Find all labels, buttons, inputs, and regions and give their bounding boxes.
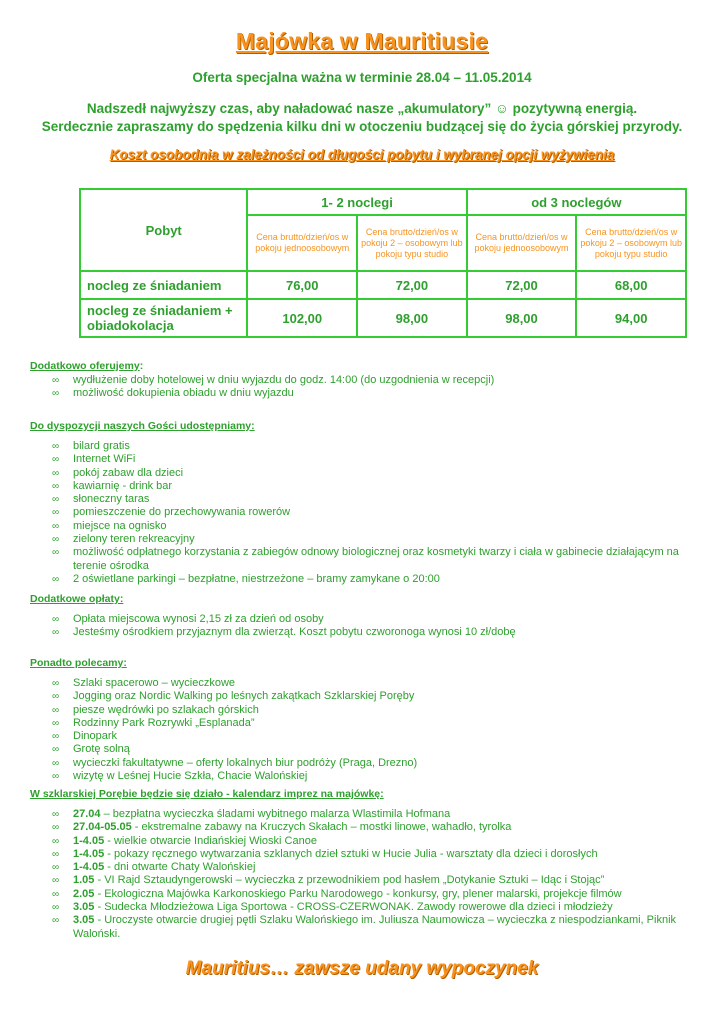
list-item [52, 480, 692, 493]
list-item-text: Szlaki spacerowo – wycieczkowe [73, 677, 236, 689]
infinity-bullet-icon: ∞ [52, 614, 60, 625]
infinity-bullet-icon: ∞ [52, 691, 60, 703]
list-item [52, 704, 692, 717]
event-date: 3.05 [73, 914, 95, 927]
row-label: nocleg ze śniadaniem + obiadokolacja [80, 299, 247, 337]
event-text: - wielkie otwarcie Indiańskiej Wioski Canoe [104, 834, 317, 847]
event-text: - Ekologiczna Majówka Karkonoskiego Parku Narodowego - konkursy, gry, plener malarski, projekcje filmów [94, 887, 622, 900]
offer-validity: Oferta specjalna ważna w terminie 28.04 – 11.05.2014 [192, 70, 532, 85]
infinity-bullet-icon: ∞ [52, 454, 60, 466]
list-item [52, 901, 692, 914]
list-item-text: pokój zabaw dla dzieci [73, 466, 184, 479]
list-item-text: miejsce na ognisko [73, 519, 167, 532]
infinity-bullet-icon: ∞ [52, 875, 60, 887]
subheader-cell: Cena brutto/dzień/os w pokoju 2 – osobowym lub pokoju typu studio [576, 215, 686, 271]
infinity-bullet-icon: ∞ [52, 547, 60, 559]
price-cell: 98,00 [357, 299, 467, 337]
section-heading-events: W szklarskiej Porębie będzie się działo - kalendarz imprez na majówkę: [30, 788, 384, 800]
list-item [52, 467, 692, 480]
event-text: - dni otwarte Chaty Walońskiej [104, 861, 256, 874]
event-text: - Sudecka Młodzieżowa Liga Sportowa - CROSS-CZERWONAK. Zawody rowerowe dla dzieci i młodzieży [94, 901, 613, 914]
infinity-bullet-icon: ∞ [52, 375, 60, 386]
subheader-cell: Cena brutto/dzień/os w pokoju jednoosobowym [247, 215, 357, 271]
list-item [52, 730, 692, 743]
infinity-bullet-icon: ∞ [52, 627, 60, 639]
list-item-text: piesze wędrówki po szlakach górskich [73, 703, 259, 716]
list-item [52, 506, 692, 519]
list-item [52, 757, 692, 770]
event-date: 1-4.05 [73, 861, 105, 874]
list-item [52, 861, 692, 874]
list-fees [52, 613, 692, 640]
list-item-text: Jesteśmy ośrodkiem przyjaznym dla zwierząt. Koszt pobytu czworonoga wynosi 10 zł/dobę [73, 626, 516, 639]
list-item [52, 914, 692, 941]
price-cell: 102,00 [247, 299, 357, 337]
list-item [52, 533, 692, 546]
list-item [52, 743, 692, 756]
section-heading-text: Dodatkowo oferujemy [30, 360, 140, 372]
list-item [52, 808, 692, 821]
section-heading-colon: : [139, 360, 144, 372]
cost-heading: Koszt osobodnia w zależności od długości pobytu i wybranej opcji wyżywienia [109, 147, 615, 162]
list-item-text: Grotę solną [73, 743, 130, 756]
list-item [52, 848, 692, 861]
table-header-row [80, 189, 686, 215]
list-item [52, 717, 692, 730]
list-item-text: możliwość odpłatnego korzystania z zabiegów odnowy biologicznej oraz kosmetyki twarzy i ciała w gabinecie działającym na terenie ośrodka [73, 546, 679, 572]
infinity-bullet-icon: ∞ [52, 388, 60, 400]
event-date: 27.04-05.05 [73, 821, 132, 834]
list-item-text: możliwość dokupienia obiadu w dniu wyjazdu [73, 387, 294, 400]
list-item [52, 835, 692, 848]
row-label: nocleg ze śniadaniem [80, 271, 247, 299]
price-cell: 72,00 [467, 271, 577, 299]
list-item [52, 387, 692, 400]
price-cell: 68,00 [576, 271, 686, 299]
list-item-text: wycieczki fakultatywne – oferty lokalnych biur podróży (Praga, Drezno) [73, 756, 418, 769]
infinity-bullet-icon: ∞ [52, 507, 60, 519]
infinity-bullet-icon: ∞ [52, 888, 60, 900]
list-item [52, 690, 692, 703]
event-date: 1-4.05 [73, 834, 105, 847]
infinity-bullet-icon: ∞ [52, 704, 60, 716]
price-cell: 72,00 [357, 271, 467, 299]
list-item [52, 546, 692, 573]
list-item-text: wizytę w Leśnej Hucie Szkła, Chacie Walońskiej [73, 770, 308, 783]
event-date: 27.04 [73, 808, 101, 820]
infinity-bullet-icon: ∞ [52, 717, 60, 729]
list-item [52, 520, 692, 533]
price-cell: 94,00 [576, 299, 686, 337]
infinity-bullet-icon: ∞ [52, 771, 60, 783]
infinity-bullet-icon: ∞ [52, 467, 60, 479]
list-item-text: zielony teren rekreacyjny [73, 533, 195, 546]
infinity-bullet-icon: ∞ [52, 441, 60, 452]
list-item [52, 613, 692, 626]
section-heading-extras [30, 360, 143, 372]
event-text: – bezpłatna wycieczka śladami wybitnego malarza Wlastimila Hofmana [100, 808, 451, 820]
event-date: 1.05 [73, 874, 95, 887]
infinity-bullet-icon: ∞ [52, 809, 60, 820]
list-amenities [52, 440, 692, 586]
infinity-bullet-icon: ∞ [52, 494, 60, 506]
infinity-bullet-icon: ∞ [52, 573, 60, 585]
list-item-text: słoneczny taras [73, 493, 150, 506]
event-text: - pokazy ręcznego wytwarzania szklanych dzieł sztuki w Hucie Julia - warsztaty dla dzieci i dorosłych [104, 847, 598, 860]
event-text: - VI Rajd Sztaudyngerowski – wycieczka z przewodnikiem pod hasłem „Dotykanie Sztuki – Idąc i Stojąc” [94, 874, 605, 887]
price-cell: 98,00 [467, 299, 577, 337]
list-item-text: Dinopark [73, 730, 118, 743]
event-date: 2.05 [73, 887, 95, 900]
section-heading-recommended: Ponadto polecamy: [30, 657, 127, 669]
group-3-nights: od 3 noclegów [467, 189, 686, 215]
list-item-text: Opłata miejscowa wynosi 2,15 zł za dzień od osoby [73, 613, 324, 625]
section-heading-amenities: Do dyspozycji naszych Gości udostępniamy: [30, 420, 255, 432]
list-item-text: bilard gratis [73, 440, 130, 452]
list-item [52, 374, 692, 387]
subheader-cell: Cena brutto/dzień/os w pokoju jednoosobowym [467, 215, 577, 271]
list-item [52, 626, 692, 639]
list-events [52, 808, 692, 941]
infinity-bullet-icon: ∞ [52, 534, 60, 546]
infinity-bullet-icon: ∞ [52, 862, 60, 874]
infinity-bullet-icon: ∞ [52, 744, 60, 756]
event-text: - ekstremalne zabawy na Kruczych Skałach – mostki linowe, wahadło, tyrolka [131, 821, 512, 834]
infinity-bullet-icon: ∞ [52, 480, 60, 492]
event-date: 3.05 [73, 901, 95, 914]
list-item [52, 677, 692, 690]
infinity-bullet-icon: ∞ [52, 520, 60, 532]
table-row [80, 299, 686, 337]
group-1-2-nights: 1- 2 noclegi [247, 189, 466, 215]
infinity-bullet-icon: ∞ [52, 848, 60, 860]
intro-line-2: Serdecznie zapraszamy do spędzenia kilku dni w otoczeniu budzącej się do życia górskiej przyrody. [41, 119, 683, 134]
intro-line-1: Nadszedł najwyższy czas, aby naładować nasze „akumulatory” ☺ pozytywną energią. [86, 101, 638, 116]
event-text: - Uroczyste otwarcie drugiej pętli Szlaku Walońskiego im. Juliusza Naumowicza – wycieczka z niespodziankami, Piknik Waloński. [73, 914, 677, 940]
list-item [52, 440, 692, 453]
table-row [80, 271, 686, 299]
list-item [52, 770, 692, 783]
list-recommended [52, 677, 692, 783]
pobyt-header: Pobyt [80, 189, 247, 271]
infinity-bullet-icon: ∞ [52, 835, 60, 847]
price-table [79, 188, 687, 338]
event-date: 1-4.05 [73, 847, 105, 860]
list-item [52, 821, 692, 834]
list-item [52, 888, 692, 901]
infinity-bullet-icon: ∞ [52, 731, 60, 743]
list-item-text: pomieszczenie do przechowywania rowerów [73, 506, 291, 519]
price-cell: 76,00 [247, 271, 357, 299]
infinity-bullet-icon: ∞ [52, 757, 60, 769]
list-item-text: Internet WiFi [73, 453, 136, 466]
infinity-bullet-icon: ∞ [52, 915, 60, 927]
list-item-text: Jogging oraz Nordic Walking po leśnych zakątkach Szklarskiej Poręby [73, 690, 415, 703]
infinity-bullet-icon: ∞ [52, 902, 60, 914]
list-item [52, 493, 692, 506]
section-heading-fees: Dodatkowe opłaty: [30, 593, 124, 605]
list-item-text: Rodzinny Park Rozrywki „Esplanada” [73, 716, 255, 729]
subheader-cell: Cena brutto/dzień/os w pokoju 2 – osobowym lub pokoju typu studio [357, 215, 467, 271]
list-item-text: kawiarnię - drink bar [73, 479, 173, 492]
infinity-bullet-icon: ∞ [52, 678, 60, 689]
list-item [52, 874, 692, 887]
list-item [52, 453, 692, 466]
list-item [52, 573, 692, 586]
footer-slogan: Mauritius… zawsze udany wypoczynek [185, 958, 539, 979]
list-item-text: wydłużenie doby hotelowej w dniu wyjazdu do godz. 14:00 (do uzgodnienia w recepcji) [73, 374, 495, 386]
page-title: Majówka w Mauritiusie [235, 28, 489, 54]
infinity-bullet-icon: ∞ [52, 822, 60, 834]
list-item-text: 2 oświetlane parkingi – bezpłatne, niestrzeżone – bramy zamykane o 20:00 [73, 572, 440, 585]
list-extras [52, 374, 692, 401]
